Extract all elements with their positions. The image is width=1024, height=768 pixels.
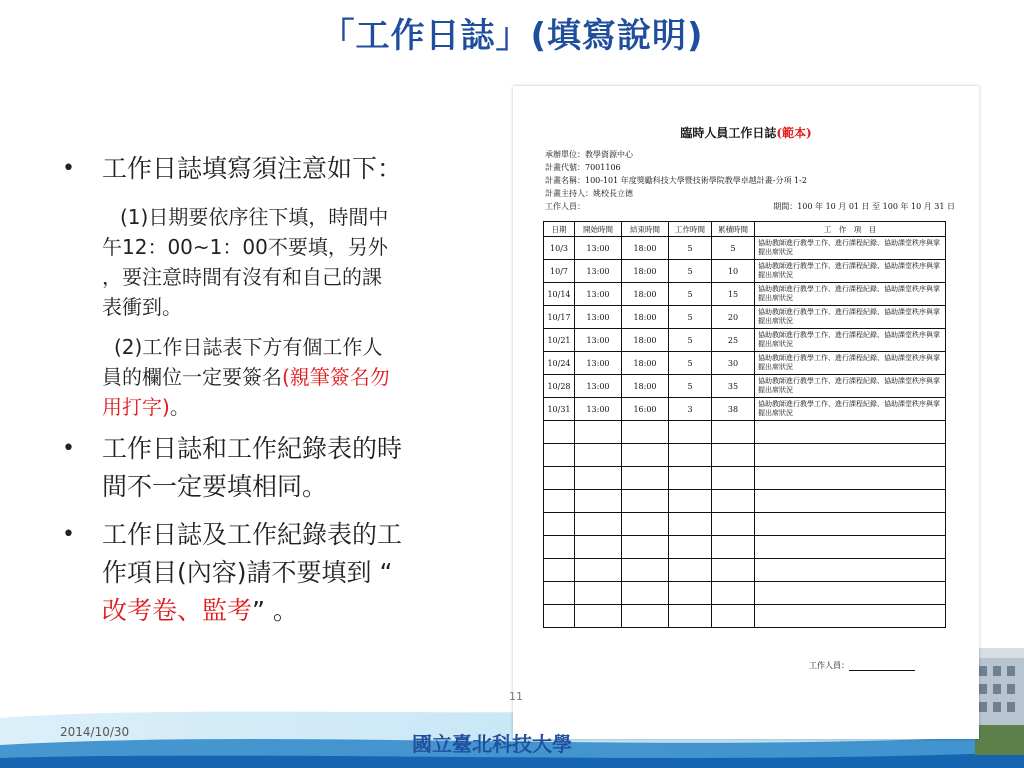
column-header: 工作時間 [669, 222, 712, 237]
highlight-text: 改考卷、監考 [102, 596, 253, 625]
bullet-dot-icon: • [62, 522, 75, 547]
table-row-empty [544, 444, 946, 467]
table-cell [712, 582, 755, 605]
table-cell: 10 [712, 260, 755, 283]
column-header: 結束時間 [622, 222, 669, 237]
table-cell [712, 421, 755, 444]
table-cell [712, 605, 755, 628]
table-cell: 16:00 [622, 398, 669, 421]
table-row [544, 306, 946, 329]
table-cell: 13:00 [575, 237, 622, 260]
table-cell [575, 536, 622, 559]
highlight-text: (親筆簽名勿 [282, 365, 390, 389]
table-cell: 10/3 [544, 237, 575, 260]
table-cell: 10/14 [544, 283, 575, 306]
table-cell: 10/17 [544, 306, 575, 329]
bullet-text: 工作日誌及工作紀錄表的工 [102, 520, 403, 549]
table-cell [712, 559, 755, 582]
table-cell [755, 559, 946, 582]
signature-line [849, 670, 915, 671]
table-row-empty [544, 582, 946, 605]
table-cell: 18:00 [622, 283, 669, 306]
table-row-empty [544, 467, 946, 490]
table-cell [755, 582, 946, 605]
building-image [975, 630, 1024, 755]
table-cell: 13:00 [575, 398, 622, 421]
slide-date: 2014/10/30 [60, 725, 130, 739]
table-cell: 5 [712, 237, 755, 260]
signer-label: 工作人員： [809, 661, 849, 670]
doc-worker: 工作人員： [545, 202, 585, 211]
table-cell: 10/7 [544, 260, 575, 283]
table-cell: 協助教師進行教學工作、進行課程紀錄、協助課堂秩序與掌握出席狀況 [755, 398, 946, 421]
column-header: 日期 [544, 222, 575, 237]
table-header-row [544, 222, 946, 237]
table-row [544, 352, 946, 375]
table-cell: 協助教師進行教學工作、進行課程紀錄、協助課堂秩序與掌握出席狀況 [755, 352, 946, 375]
table-row-empty [544, 559, 946, 582]
table-cell [669, 513, 712, 536]
table-cell [669, 536, 712, 559]
table-cell [712, 513, 755, 536]
table-cell [712, 490, 755, 513]
table-cell: 18:00 [622, 260, 669, 283]
table-cell: 5 [669, 260, 712, 283]
column-header: 累積時間 [712, 222, 755, 237]
table-cell [544, 536, 575, 559]
table-cell: 協助教師進行教學工作、進行課程紀錄、協助課堂秩序與掌握出席狀況 [755, 283, 946, 306]
table-cell: 13:00 [575, 306, 622, 329]
table-cell [669, 421, 712, 444]
bullet-text: ” 。 [252, 596, 298, 625]
table-cell [755, 605, 946, 628]
table-cell: 25 [712, 329, 755, 352]
table-cell: 35 [712, 375, 755, 398]
table-cell: 協助教師進行教學工作、進行課程紀錄、協助課堂秩序與掌握出席狀況 [755, 260, 946, 283]
bullet-item [58, 150, 513, 188]
table-cell: 10/31 [544, 398, 575, 421]
sub-item-1-cont [58, 292, 513, 322]
bullet-content [58, 150, 513, 630]
table-cell [575, 444, 622, 467]
sub-item-2-cont [58, 362, 513, 392]
table-cell: 13:00 [575, 283, 622, 306]
table-cell [669, 582, 712, 605]
table-cell [669, 467, 712, 490]
table-cell: 38 [712, 398, 755, 421]
sub-text: (1)日期要依序往下填，時間中 [120, 205, 389, 229]
table-cell: 10/28 [544, 375, 575, 398]
table-cell: 18:00 [622, 306, 669, 329]
table-cell [622, 513, 669, 536]
work-log-sample-image [513, 86, 979, 739]
bullet-text: 作項目(內容)請不要填到 “ [102, 558, 393, 587]
highlight-text: 用打字) [102, 395, 170, 419]
table-cell [575, 421, 622, 444]
table-cell: 15 [712, 283, 755, 306]
doc-meta [545, 148, 955, 213]
table-cell [575, 605, 622, 628]
table-cell: 5 [669, 306, 712, 329]
table-cell: 10/24 [544, 352, 575, 375]
table-cell: 13:00 [575, 352, 622, 375]
sub-text: 。 [169, 395, 190, 419]
sub-text: ，要注意時間有沒有和自己的課 [102, 265, 382, 289]
table-cell: 5 [669, 283, 712, 306]
table-row-empty [544, 490, 946, 513]
table-cell: 5 [669, 329, 712, 352]
table-cell [755, 421, 946, 444]
bullet-item [58, 516, 513, 630]
bullet-dot-icon: • [62, 156, 75, 181]
table-cell [622, 467, 669, 490]
table-row [544, 283, 946, 306]
doc-plan-name: 計畫名稱：100-101 年度獎勵科技大學暨技術學院教學卓越計畫-分項 1-2 [545, 176, 807, 185]
doc-host: 計畫主持人：姚校長立德 [545, 189, 633, 198]
signer-field [809, 660, 915, 671]
table-cell: 30 [712, 352, 755, 375]
table-cell: 20 [712, 306, 755, 329]
table-cell [712, 444, 755, 467]
bullet-item [58, 430, 513, 506]
table-cell: 18:00 [622, 375, 669, 398]
bullet-text: 間不一定要填相同。 [102, 472, 328, 501]
table-cell [755, 490, 946, 513]
sub-item-1-cont [58, 232, 513, 262]
doc-plan-code: 計畫代號：7001106 [545, 163, 621, 172]
table-row-empty [544, 605, 946, 628]
table-cell [622, 444, 669, 467]
sub-item-1-cont [58, 262, 513, 292]
sub-text: (2)工作日誌表下方有個工作人 [114, 335, 383, 359]
table-cell [669, 444, 712, 467]
table-cell [712, 536, 755, 559]
table-cell [622, 559, 669, 582]
doc-title [513, 124, 979, 141]
table-cell: 5 [669, 237, 712, 260]
sub-item-1 [58, 202, 513, 232]
table-cell [544, 490, 575, 513]
doc-title-sample: (範本) [776, 126, 812, 140]
table-cell [622, 582, 669, 605]
sub-item-2-cont [58, 392, 513, 422]
bullet-text: 工作日誌和工作紀錄表的時 [102, 434, 403, 463]
table-cell: 18:00 [622, 329, 669, 352]
table-cell: 協助教師進行教學工作、進行課程紀錄、協助課堂秩序與掌握出席狀況 [755, 375, 946, 398]
table-cell [755, 536, 946, 559]
table-row [544, 329, 946, 352]
table-cell [669, 605, 712, 628]
table-body [544, 237, 946, 628]
table-row [544, 260, 946, 283]
table-cell [575, 582, 622, 605]
table-cell [544, 582, 575, 605]
sub-text: 表衝到。 [102, 295, 182, 319]
slide-title: 「工作日誌」(填寫說明) [320, 16, 704, 56]
table-cell: 5 [669, 352, 712, 375]
table-row-empty [544, 421, 946, 444]
table-cell [622, 421, 669, 444]
table-cell [544, 467, 575, 490]
sub-text: 員的欄位一定要簽名 [102, 365, 282, 389]
table-cell: 13:00 [575, 260, 622, 283]
table-row [544, 375, 946, 398]
table-cell: 協助教師進行教學工作、進行課程紀錄、協助課堂秩序與掌握出席狀況 [755, 306, 946, 329]
sub-text: 午12：00~1：00不要填，另外 [102, 235, 388, 259]
table-cell: 13:00 [575, 329, 622, 352]
table-cell: 5 [669, 375, 712, 398]
university-name: 國立臺北科技大學 [412, 732, 572, 756]
table-cell [669, 490, 712, 513]
column-header: 工 作 項 目 [755, 222, 946, 237]
table-cell [712, 467, 755, 490]
table-cell [575, 467, 622, 490]
table-row [544, 237, 946, 260]
bullet-text: 工作日誌填寫須注意如下： [102, 154, 403, 183]
table-row [544, 398, 946, 421]
table-cell [544, 559, 575, 582]
table-cell [622, 536, 669, 559]
table-cell [544, 421, 575, 444]
table-cell: 18:00 [622, 352, 669, 375]
table-cell: 13:00 [575, 375, 622, 398]
table-row-empty [544, 513, 946, 536]
table-row-empty [544, 536, 946, 559]
table-cell [669, 559, 712, 582]
column-header: 開始時間 [575, 222, 622, 237]
table-cell: 協助教師進行教學工作、進行課程紀錄、協助課堂秩序與掌握出席狀況 [755, 237, 946, 260]
table-cell [622, 605, 669, 628]
doc-period: 期間：100 年 10 月 01 日 至 100 年 10 月 31 日 [773, 202, 955, 211]
page-number: 11 [509, 690, 523, 703]
table-cell: 協助教師進行教學工作、進行課程紀錄、協助課堂秩序與掌握出席狀況 [755, 329, 946, 352]
table-cell [755, 513, 946, 536]
doc-dept: 承辦單位：教學資源中心 [545, 150, 633, 159]
table-cell [575, 559, 622, 582]
bullet-dot-icon: • [62, 436, 75, 461]
table-cell: 18:00 [622, 237, 669, 260]
table-cell [755, 444, 946, 467]
table-cell: 3 [669, 398, 712, 421]
work-log-table [543, 221, 946, 628]
doc-title-text: 臨時人員工作日誌 [680, 126, 777, 140]
table-cell [575, 490, 622, 513]
table-cell [544, 605, 575, 628]
sub-item-2 [58, 332, 513, 362]
table-cell [755, 467, 946, 490]
table-cell [575, 513, 622, 536]
table-cell [544, 444, 575, 467]
table-cell [544, 513, 575, 536]
table-cell: 10/21 [544, 329, 575, 352]
table-cell [622, 490, 669, 513]
